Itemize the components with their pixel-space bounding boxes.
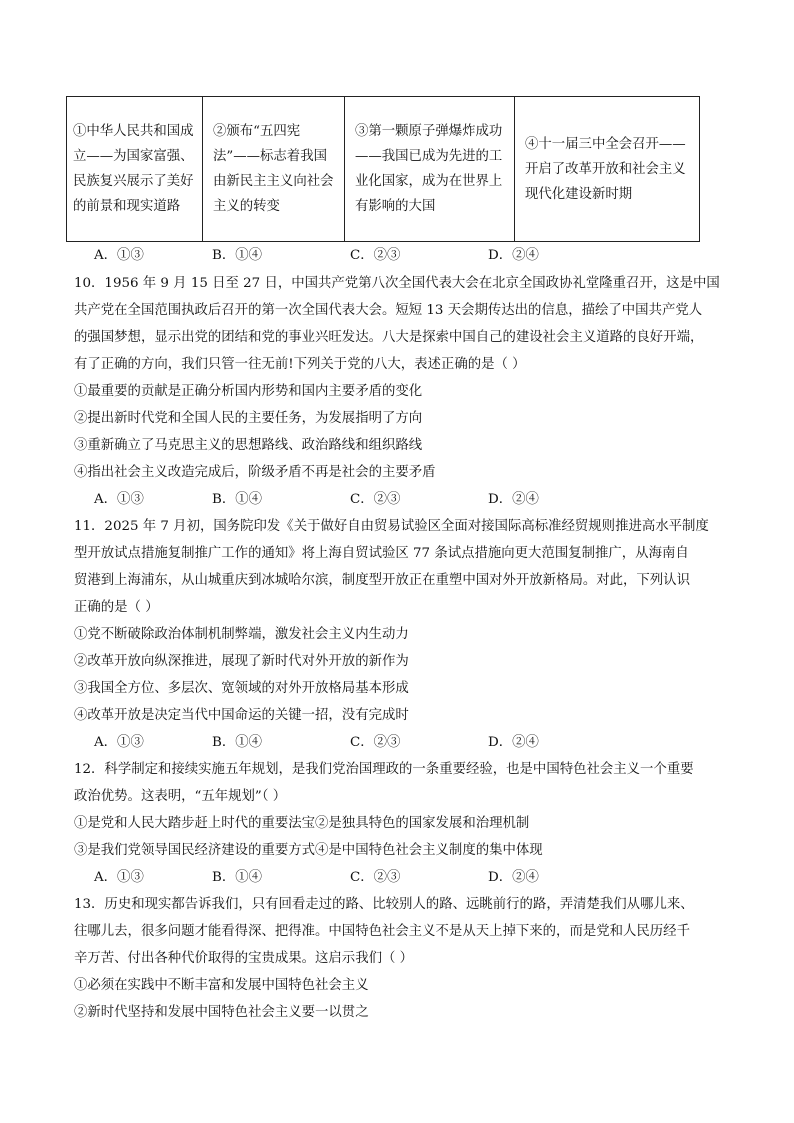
q11-stem-line: 型开放试点措施复制推广工作的通知》将上海自贸试验区 77 条试点措施向更大范围复制推广，从海南自 (74, 546, 689, 561)
q12-option: ③是我们党领导国民经济建设的重要方式④是中国特色社会主义制度的集中体现 (74, 843, 543, 858)
q11-stem-line: 贸港到上海浦东，从山城重庆到冰城哈尔滨，制度型开放正在重塑中国对外开放新格局。对此，下列认识 (74, 573, 690, 588)
choice-c: C．②③ (350, 492, 401, 507)
q11-option: ③我国全方位、多层次、宽领域的对外开放格局基本形成 (74, 681, 409, 696)
q13-stem-line: 往哪儿去，很多问题才能看得深、把得准。中国特色社会主义不是从天上掉下来的，而是党和人民历经千 (74, 924, 690, 939)
q12-stem-line: 政治优势。这表明，“五年规划”（ ） (74, 789, 287, 804)
q10-option: ④指出社会主义改造完成后，阶级矛盾不再是社会的主要矛盾 (74, 465, 436, 480)
q11-option: ④改革开放是决定当代中国命运的关键一招，没有完成时 (74, 708, 409, 723)
q10-stem-line: 10．1956 年 9 月 15 日至 27 日，中国共产党第八次全国代表大会在北京全国政协礼堂隆重召开，这是中国 (74, 276, 720, 291)
choice-b: B．①④ (212, 248, 263, 263)
choice-d: D．②④ (488, 492, 539, 507)
choice-d: D．②④ (488, 248, 539, 263)
choice-c: C．②③ (350, 735, 401, 750)
choice-d: D．②④ (488, 870, 539, 885)
choice-a: A．①③ (94, 870, 144, 885)
q10-choices (94, 490, 594, 510)
q9-choices (94, 246, 594, 266)
q10-option: ②提出新时代党和全国人民的主要任务，为发展指明了方向 (74, 411, 423, 426)
options-table (66, 96, 700, 242)
q10-stem-line: 共产党在全国范围执政后召开的第一次全国代表大会。短短 13 天会期传达出的信息，描绘了中国共产党人 (74, 303, 703, 318)
choice-a: A．①③ (94, 492, 144, 507)
choice-d: D．②④ (488, 735, 539, 750)
table-cell-3: ③第一颗原子弹爆炸成功——我国已成为先进的工业化国家，成为在世界上有影响的大国 (345, 97, 515, 242)
q11-choices (94, 733, 594, 753)
q12-option: ①是党和人民大踏步赶上时代的重要法宝②是独具特色的国家发展和治理机制 (74, 816, 530, 831)
q13-option: ②新时代坚持和发展中国特色社会主义要一以贯之 (74, 1005, 369, 1020)
q13-stem-line: 13．历史和现实都告诉我们，只有回看走过的路、比较别人的路、远眺前行的路，弄清楚我们从哪儿来、 (74, 897, 694, 912)
q10-stem-line: 的强国梦想，显示出党的团结和党的事业兴旺发达。八大是探索中国自己的建设社会主义道路的良好开端， (74, 330, 704, 345)
q11-stem-line: 11．2025 年 7 月初，国务院印发《关于做好自由贸易试验区全面对接国际高标准经贸规则推进高水平制度 (74, 519, 709, 534)
choice-a: A．①③ (94, 248, 144, 263)
q12-choices (94, 868, 594, 888)
table-cell-4: ④十一届三中全会召开——开启了改革开放和社会主义现代化建设新时期 (515, 97, 700, 242)
table-cell-1: ①中华人民共和国成立——为国家富强、民族复兴展示了美好的前景和现实道路 (67, 97, 203, 242)
choice-c: C．②③ (350, 248, 401, 263)
q12-stem-line: 12．科学制定和接续实施五年规划，是我们党治国理政的一条重要经验，也是中国特色社会主义一个重要 (74, 762, 694, 777)
choice-b: B．①④ (212, 735, 263, 750)
table-row (67, 97, 700, 242)
q13-stem-line: 辛万苦、付出各种代价取得的宝贵成果。这启示我们（ ） (74, 951, 414, 966)
q11-stem-line: 正确的是（ ） (74, 600, 159, 615)
q11-option: ①党不断破除政治体制机制弊端，激发社会主义内生动力 (74, 627, 409, 642)
choice-a: A．①③ (94, 735, 144, 750)
choice-b: B．①④ (212, 870, 263, 885)
q10-option: ③重新确立了马克思主义的思想路线、政治路线和组织路线 (74, 438, 423, 453)
q13-option: ①必须在实践中不断丰富和发展中国特色社会主义 (74, 978, 369, 993)
q10-option: ①最重要的贡献是正确分析国内形势和国内主要矛盾的变化 (74, 384, 423, 399)
q11-option: ②改革开放向纵深推进，展现了新时代对外开放的新作为 (74, 654, 409, 669)
choice-c: C．②③ (350, 870, 401, 885)
table-cell-2: ②颁布“五四宪法”——标志着我国由新民主主义向社会主义的转变 (203, 97, 345, 242)
choice-b: B．①④ (212, 492, 263, 507)
q10-stem-line: 有了正确的方向，我们只管一往无前!下列关于党的八大，表述正确的是（ ） (74, 357, 526, 372)
